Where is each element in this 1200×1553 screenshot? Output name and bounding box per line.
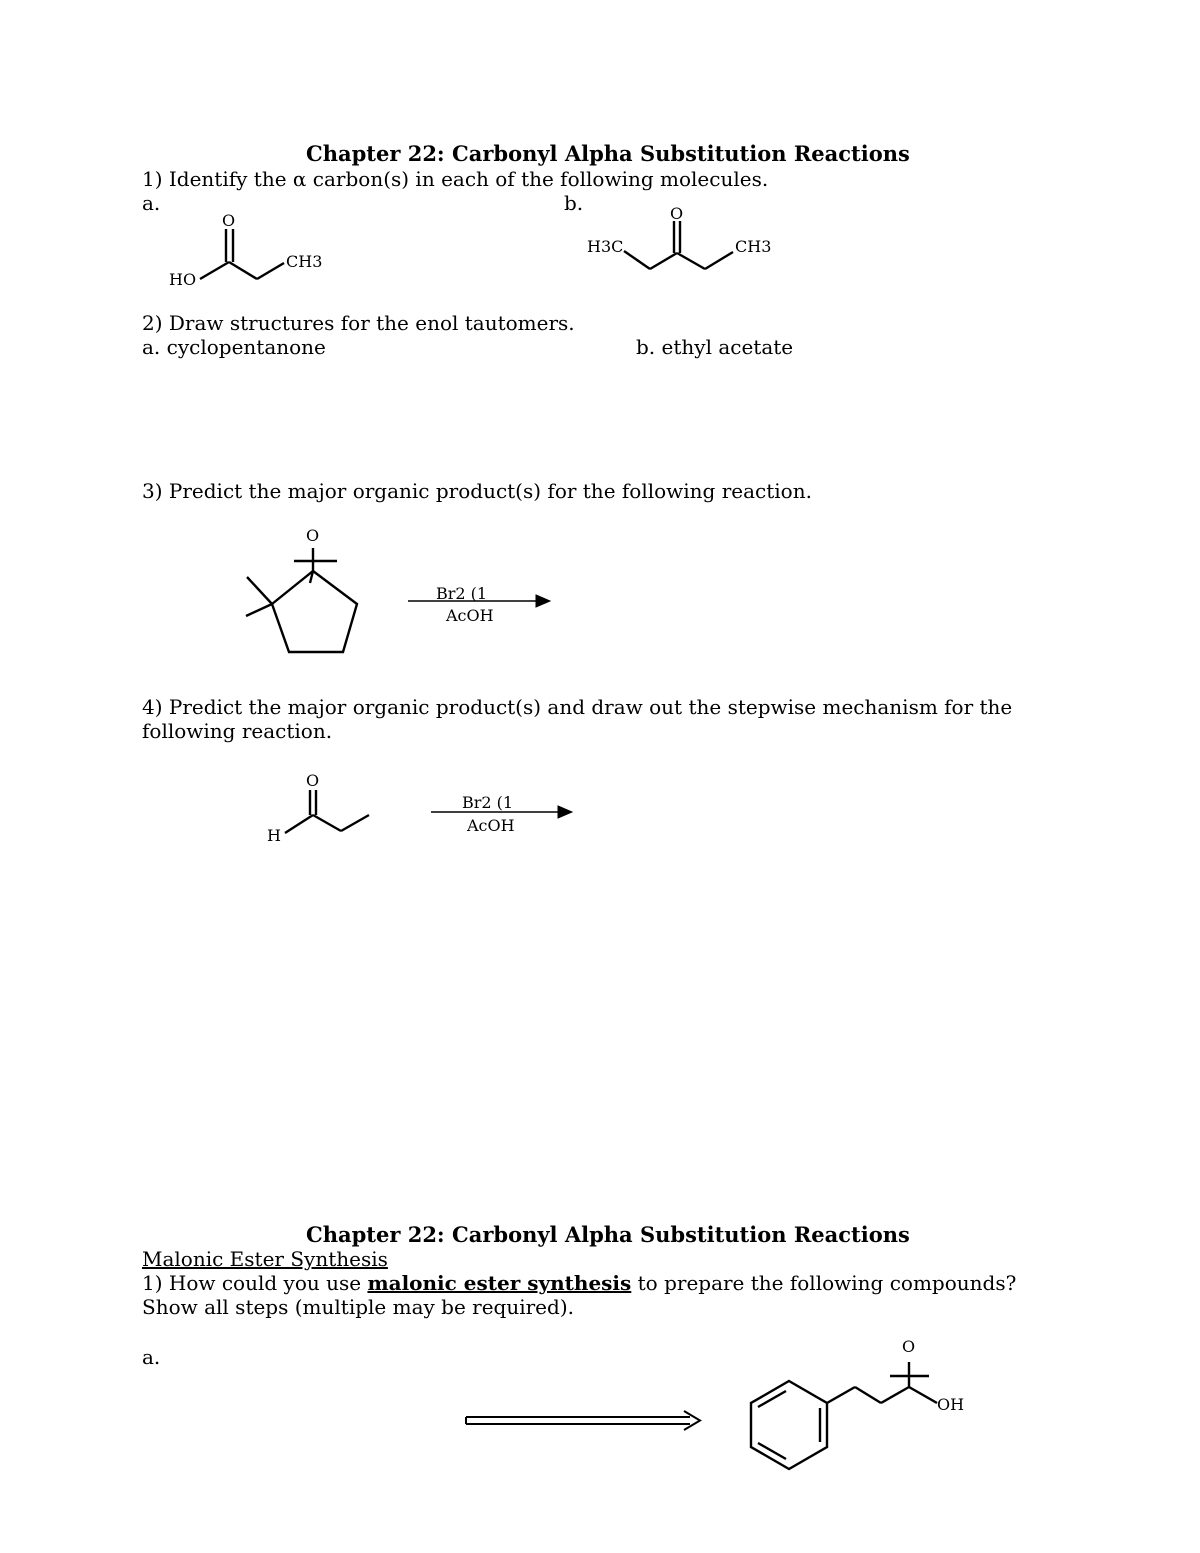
mol-1b-oxygen: O: [670, 204, 684, 223]
product-oxygen: O: [902, 1337, 916, 1356]
mol-4-oxygen: O: [306, 771, 320, 790]
section-heading: Malonic Ester Synthesis: [142, 1247, 388, 1271]
p2-q1-post: to prepare the following compounds?: [631, 1271, 1017, 1295]
mol-1a-hydroxyl: HO: [169, 270, 197, 289]
mol-4-hydrogen: H: [267, 826, 281, 845]
reagent-4-bottom: AcOH: [467, 816, 515, 835]
mol-1a-methyl: CH3: [286, 252, 323, 271]
product-hydroxyl: OH: [937, 1395, 965, 1414]
q1-label-b: b.: [564, 191, 584, 215]
reagent-4-top: Br2 (1: [462, 793, 514, 812]
mol-1a-oxygen: O: [222, 211, 236, 230]
alpha-symbol: α: [292, 167, 307, 191]
p2-q1-keyword: malonic ester synthesis: [367, 1271, 632, 1295]
mol-1b-methyl-right: CH3: [735, 237, 772, 256]
reagent-3-bottom: AcOH: [446, 606, 494, 625]
page-2-question-1-line2: Show all steps (multiple may be required).: [142, 1295, 574, 1319]
p2-label-a: a.: [142, 1345, 161, 1369]
q2-part-b: b. ethyl acetate: [636, 335, 794, 359]
q2-part-a: a. cyclopentanone: [142, 335, 326, 359]
question-1-pre: 1) Identify the: [142, 167, 293, 191]
question-4-line1: 4) Predict the major organic product(s) and draw out the stepwise mechanism for the: [142, 695, 1013, 719]
page-2-title: Chapter 22: Carbonyl Alpha Substitution Reactions: [306, 1222, 910, 1247]
question-2: 2) Draw structures for the enol tautomers.: [142, 311, 575, 335]
question-3: 3) Predict the major organic product(s) for the following reaction.: [142, 479, 812, 503]
q1-label-a: a.: [142, 191, 161, 215]
p2-q1-pre: 1) How could you use: [142, 1271, 368, 1295]
page-title: Chapter 22: Carbonyl Alpha Substitution Reactions: [306, 141, 910, 166]
mol-3-oxygen: O: [306, 526, 320, 545]
mol-1b-methyl-left: H3C: [587, 237, 624, 256]
question-4-line2: following reaction.: [142, 719, 333, 743]
question-1-post: carbon(s) in each of the following molecules.: [306, 167, 769, 191]
reagent-3-top: Br2 (1: [436, 584, 488, 603]
